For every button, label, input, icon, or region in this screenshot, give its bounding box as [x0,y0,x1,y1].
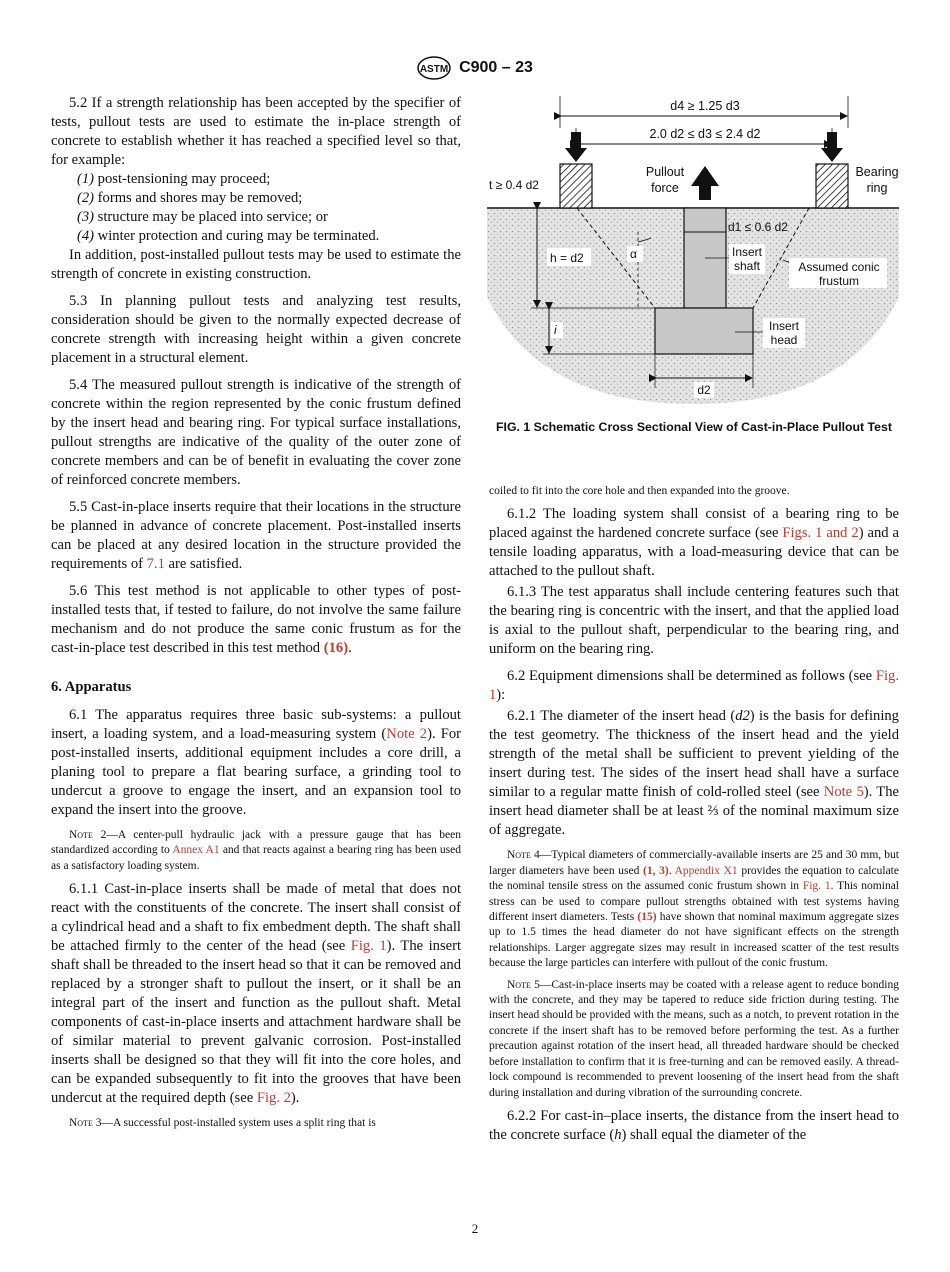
fig-1-link[interactable]: Fig. 1 [802,880,831,893]
para-5-2-continued: In addition, post-installed pullout tests may be used to estimate the strength of concrete in existing construction. [51,247,461,282]
label-i: i [554,323,557,337]
bearing-ring-left [560,164,592,208]
astm-logo-icon [417,56,451,80]
para-6-2-1: 6.2.1 The diameter of the insert head (d2) is the basis for defining the test geometry. The thickness of the insert head and the yield strength of the metal shall be sufficient to prevent yielding of the insert during test. The sides of the insert head shall have a surface similar to a regular matte finish of cold-rolled steel (see Note 5). The insert head diameter shall be at least ⅔ of the nominal maximum size of aggregate. [489,708,899,839]
right-column [489,484,899,1153]
page-number: 2 [471,1221,479,1236]
para-6-1-2: 6.1.2 The loading system shall consist of a bearing ring to be placed against the hardened concrete surface (see Figs. 1 and 2) and a tensile loading apparatus, with a load-measuring device that can be attached to the pullout shaft. [489,506,899,580]
section-heading-apparatus: 6. Apparatus [51,679,132,695]
figs-1-2-link[interactable]: Figs. 1 and 2 [782,525,859,542]
label-pullout: Pullout [645,165,685,179]
label-t: t ≥ 0.4 d2 [489,178,539,192]
para-5-6: 5.6 This test method is not applicable to other types of post-installed tests that, if tested to failure, do not involve the same failure mechanism and do not produce the same conic frustum as for the cast-in-place test described in this test method (16). [51,583,461,656]
para-6-1-1: 6.1.1 Cast-in-place inserts shall be made of metal that does not react with the constituents of the concrete. The insert shall consist of a cylindrical head and a shaft to fix embedment depth. The shaft shall be attached firmly to the center of the head (see Fig. 1). The insert shaft shall be threaded to the insert head so that it can be removed and replaced by a stronger shaft to pullout the insert, or it shall be an integral part of the insert and function as the pullout shaft. Metal components of cast-in-place inserts and attachment hardware shall be of similar material to prevent galvanic corrosion. Post-installed inserts shall be designed so that they will fit into the core holes, and can be expanded subsequently to fit into the grooves that have been undercut at the required depth (see Fig. 2). [51,881,462,1107]
bearing-ring-right [816,164,848,208]
para-6-2-2: 6.2.2 For cast-in–place inserts, the distance from the insert head to the concrete surface (h) shall equal the diameter of the [489,1107,899,1143]
label-bearing: Bearing [855,165,899,179]
note-3-continued: coiled to fit into the core hole and then expanded into the groove. [489,485,790,497]
left-column [51,94,461,1138]
list-item: (2) forms and shores may be removed; [77,190,303,206]
label-d3: 2.0 d2 ≤ d3 ≤ 2.4 d2 [649,127,761,141]
para-5-5: 5.5 Cast-in-place inserts require that their locations in the structure be planned in advance of concrete placement. Post-installed inserts can be placed at any desired location in the structure provided the requirements of 7.1 are satisfied. [51,499,461,572]
figure-1-diagram [487,92,899,404]
note-2: Note 2—A center-pull hydraulic jack with a pressure gauge that has been standardized according to Annex A1 and that reacts against a bearing ring has been used as a satisfactory loading system. [51,829,461,872]
note-3: Note 3—A successful post-installed system uses a split ring that is [69,1117,376,1130]
note-2-link[interactable]: Note 2 [386,726,428,742]
label-d1: d1 ≤ 0.6 d2 [728,220,788,234]
svg-text:ASTM: ASTM [419,64,449,75]
label-head: head [770,333,798,347]
fig-1-link[interactable]: Fig. 1 [350,938,387,955]
annex-a1-link[interactable]: Annex A1 [172,844,220,857]
label-assumed: Assumed conic [798,260,880,274]
list-item: (4) winter protection and curing may be terminated. [77,228,380,244]
label-force: force [651,181,679,195]
label-shaft: shaft [733,259,761,273]
para-5-4: 5.4 The measured pullout strength is indicative of the strength of concrete within the region represented by the conic frustum defined by the insert head and bearing ring. For typical surface installations, pullout strengths are indicative of the quality of the outer zone of concrete members and can be of benefit in evaluating the cover zone of reinforced concrete members. [51,377,461,488]
para-6-1-3: 6.1.3 The test apparatus shall include centering features such that the bearing ring is concentric with the insert, and that the applied load is axial to the pullout shaft, perpendicular to the bearing ring, and uniform on the bearing ring. [489,584,899,658]
condition-list [51,170,461,246]
insert-head [655,308,753,354]
note-4: Note 4—Typical diameters of commercially-available inserts are 25 and 30 mm, but larger diameters have been used (1, 3). Appendix X1 provides the equation to calculate the nominal tensile stress on the assumed conic frustum shown in Fig. 1. This nominal stress can be used to compare pullout strengths obtained with test systems having different insert diameters. Tests (15) have shown that nominal maximum aggregate sizes up to 1.5 times the head diameter do not have significant effects on the strength relationships. Larger aggregate sizes may result in increased scatter of the test results because the large particles can interfere with pullout of the conic frustum. [489,849,899,970]
para-5-3: 5.3 In planning pullout tests and analyzing test results, consideration should be given to the normally expected decrease of concrete strength with increasing height within a given concrete placement in a structural element. [51,293,461,366]
figure-1-caption: FIG. 1 Schematic Cross Sectional View of Cast-in-Place Pullout Test [496,420,892,434]
label-insert-head-1: Insert [768,319,800,333]
list-item: (3) structure may be placed into service; or [77,209,328,225]
label-d2: d2 [697,383,711,397]
fig-2-link[interactable]: Fig. 2 [256,1090,291,1107]
pullout-force-arrow [691,166,719,200]
fig-1-link[interactable]: Fig. 1 [489,668,899,704]
para-5-2: 5.2 If a strength relationship has been accepted by the specifier of tests, pullout tests are used to estimate the in-place strength of concrete to establish whether it has reached a specified level so that, for example: [51,95,461,168]
page-header [0,56,950,80]
para-6-1: 6.1 The apparatus requires three basic sub-systems: a pullout insert, a loading system, and a load-measuring system (Note 2). For post-installed inserts, additional equipment includes a core drill, a planing tool to prepare a flat bearing surface, a grinding tool to undercut a groove to engage the insert, and an expansion tool to expand the insert into the groove. [51,707,461,818]
reference-15-link[interactable]: (15) [637,911,657,924]
reference-16-link[interactable]: (16) [323,640,349,656]
section-7-1-link[interactable]: 7.1 [146,556,165,572]
label-frustum: frustum [818,274,860,288]
note-5-link[interactable]: Note 5 [823,784,864,801]
label-d4: d4 ≥ 1.25 d3 [670,99,740,113]
para-6-2: 6.2 Equipment dimensions shall be determined as follows (see Fig. 1): [489,668,899,704]
appendix-x1-link[interactable]: Appendix X1 [674,864,738,877]
label-alpha: α [630,247,637,261]
note-5: Note 5—Cast-in-place inserts may be coated with a release agent to reduce bonding with the concrete, and they may be tapered to reduce side friction during testing. The insert head should be provided with the means, such as a notch, to prevent rotation in the concrete if the insert shaft has to be removed before performing the test. As a further precaution against rotation of the insert head, all threaded hardware should be checked before installation to confirm that it is free-turning and can be removed easily. A thread-lock compound is recommended to prevent loosening of the insert head from the shaft during installation and during vibration of the surrounding concrete. [489,978,900,1099]
list-item: (1) post-tensioning may proceed; [77,171,271,187]
label-insert-shaft-1: Insert [731,245,763,259]
label-ring: ring [866,181,888,195]
references-1-3-link[interactable]: (1, 3) [643,864,669,877]
label-h: h = d2 [550,251,584,265]
document-code: C900 – 23 [459,59,533,76]
